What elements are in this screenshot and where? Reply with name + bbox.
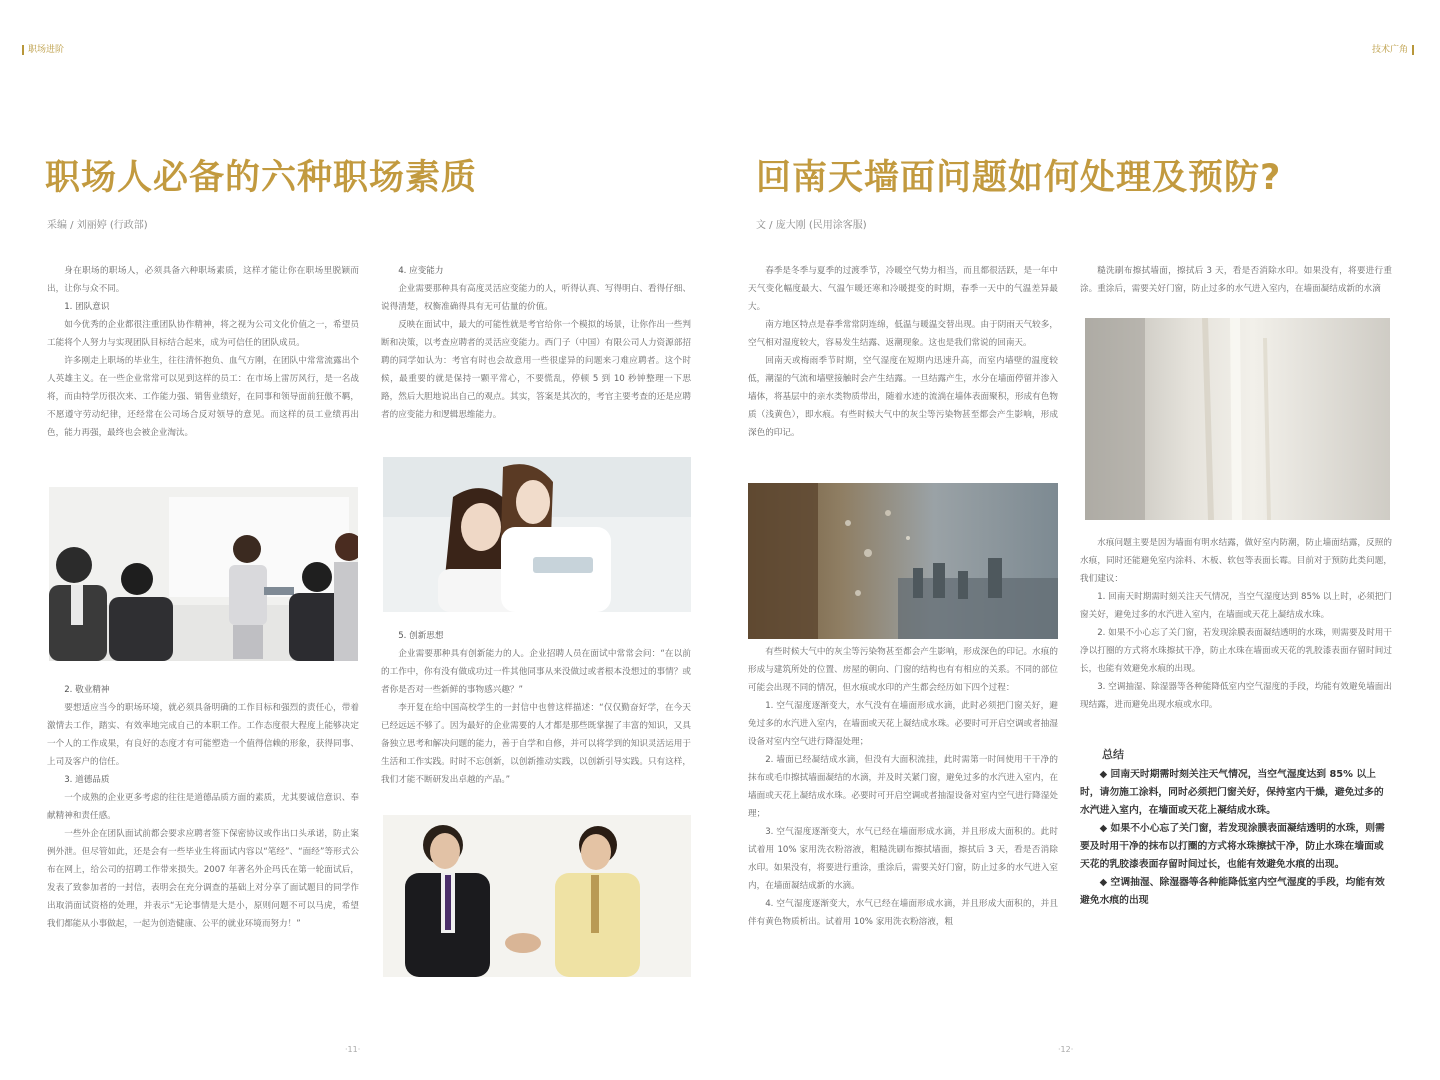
paragraph: 4. 空气湿度逐渐变大，水气已经在墙面形成水滴，并且形成大面积的，并且伴有黄色物质析出。试着用 10% 家用洗衣粉溶液，粗 xyxy=(748,899,1058,927)
left-article-byline: 采编 / 刘丽婷 (行政部) xyxy=(47,220,148,231)
summary-item: ◆ 回南天时期需时刻关注天气情况，当空气湿度达到 85% 以上时，请勿施工涂料，同时必须把门窗关好，保持室内干燥，避免过多的水汽进入室内，在墙面或天花上凝结成水珠。 xyxy=(1080,769,1384,816)
section-heading: 5. 创新思想 xyxy=(398,631,444,641)
summary-item: ◆ 空调抽湿、除湿器等各种能降低室内空气湿度的手段，均能有效避免水痕的出现 xyxy=(1080,877,1385,906)
paragraph: 1. 回南天时期需时刻关注天气情况，当空气湿度达到 85% 以上时，必须把门窗关好，避免过多的水汽进入室内，在墙面或天花上凝结成水珠。 xyxy=(1080,592,1392,620)
handshake-photo xyxy=(383,815,691,977)
condensation-window-photo xyxy=(748,483,1058,639)
summary-heading: 总结 xyxy=(1102,748,1124,761)
right-col2-text xyxy=(1080,262,1392,298)
section-label-left: 职场进阶 xyxy=(28,45,65,55)
left-col2-text xyxy=(381,262,691,424)
paragraph: 南方地区特点是春季常常阴连绵，低温与暖温交替出现。由于阴雨天气较多，空气相对湿度较大，容易发生结露、返潮现象。这也是我们常说的回南天。 xyxy=(748,320,1058,348)
section-heading: 1. 团队意识 xyxy=(64,302,110,312)
right-article-title: 回南天墙面问题如何处理及预防? xyxy=(756,158,1282,198)
two-women-photo xyxy=(383,457,691,612)
paragraph: 1. 空气湿度逐渐变大，水气没有在墙面形成水滴，此时必须把门窗关好，避免过多的水汽进入室内，在墙面或天花上凝结成水珠。必要时可开启空调或者抽湿设备对室内空气进行降湿处理； xyxy=(748,701,1058,747)
paragraph: 李开复在给中国高校学生的一封信中也曾这样描述：“仅仅勤奋好学，在今天已经远远不够了。因为最好的企业需要的人才都是那些既掌握了丰富的知识，又具备独立思考和解决问题的能力，善于自学和自修，并可以将学到的知识灵活运用于生活和工作实践。时时不忘创新，以创新推动实践，以创新引导实践。只有这样，我们才能不断研发出卓越的产品。” xyxy=(381,703,691,785)
section-label-right: 技术广角 xyxy=(1371,45,1408,55)
right-col1-text xyxy=(748,262,1058,442)
paragraph: 反映在面试中，最大的可能性就是考官给你一个模拟的场景，让你作出一些判断和决策，以考查应聘者的灵活应变能力。西门子（中国）有限公司人力资源部招聘的同学如认为：考官有时也会故意用一些很虚异的问题来刁难应聘者。这个时候，最重要的就是保持一颗平常心，不要慌乱，停顿 5 到 10 秒钟整理一下思路，然后大胆地说出自己的观点。其实，答案是其次的，考官主要考查的还是应聘者的应变能力和逻辑思维能力。 xyxy=(381,320,691,420)
header-bar-icon xyxy=(22,45,24,55)
left-page-number: ·11· xyxy=(345,1045,361,1054)
right-page-number: ·12· xyxy=(1058,1045,1074,1054)
paragraph: 许多刚走上职场的毕业生，往往清怀抱负、血气方刚，在团队中常常流露出个人英雄主义。在一些企业常常可以见到这样的员工：在市场上雷厉风行，是一名战将，而由特学历很次来、工作能力强、销售业绩好，在同事和领导面前狂傲不羁，不愿遵守劳动纪律，还经常在公司场合反对领导的意见。而这样的员工业绩再出色，能力再强，最终也会被企业淘汰。 xyxy=(47,356,359,438)
paragraph: 有些时候大气中的灰尘等污染物甚至都会产生影响，形成深色的印记。水痕的形成与建筑所处的位置、房屋的朝向、门窗的结构也有有相应的关系。不同的部位可能会出现不同的情况，但水痕或水印的产生都会经历如下四个过程： xyxy=(748,647,1058,693)
paragraph: 如今优秀的企业都很注重团队协作精神，将之视为公司文化价值之一，希望员工能将个人努力与实现团队目标结合起来，成为可信任的团队成员。 xyxy=(47,320,359,348)
right-article-byline: 文 / 庞大刚 (民用涂客服) xyxy=(756,220,867,231)
section-heading: 2. 敬业精神 xyxy=(64,685,110,695)
right-col1b-text xyxy=(748,643,1058,931)
summary-list xyxy=(1080,766,1392,910)
paragraph: 身在职场的职场人，必须具备六种职场素质，这样才能让你在职场里脱颖而出，让你与众不同。 xyxy=(47,266,359,294)
paragraph: 3. 空调抽湿、除湿器等各种能降低室内空气湿度的手段，均能有效避免墙面出现结露，进而避免出现水痕或水印。 xyxy=(1080,682,1392,710)
page-header-left xyxy=(18,42,64,55)
paragraph: 回南天或梅雨季节时期，空气湿度在短期内迅速升高，而室内墙壁的温度较低，潮湿的气流和墙壁接触时会产生结露。一旦结露产生，水分在墙面停留并渗入墙体，将基层中的亲水类物质带出，随着水迹的流淌在墙体表面聚积，形成有色物质（浅黄色），即水痕。有些时候大气中的灰尘等污染物甚至都会产生影响，形成深色的印记。 xyxy=(748,356,1058,438)
left-col1b-text xyxy=(47,681,359,933)
section-heading: 4. 应变能力 xyxy=(398,266,444,276)
section-heading: 3. 道德品质 xyxy=(64,775,110,785)
paragraph: 糙洗刷布擦拭墙面，擦拭后 3 天，看是否消除水印。如果没有，将要进行重涂。重涂后，需要关好门窗，防止过多的水气进入室内，在墙面凝结成新的水滴 xyxy=(1080,266,1392,294)
paragraph: 水痕问题主要是因为墙面有明水结露，做好室内防潮，防止墙面结露，反照的水痕，同时还能避免室内涂料、木板、软包等表面长霉。目前对于预防此类问题，我们建议： xyxy=(1080,538,1392,584)
paragraph: 一个成熟的企业更多考虑的往往是道德品质方面的素质，尤其要诚信意识、奉献精神和责任感。 xyxy=(47,793,359,821)
paragraph: 企业需要那种具有高度灵活应变能力的人，听得认真、写得明白、看得仔细、说得清楚，权衡准确得具有无可估量的价值。 xyxy=(381,284,691,312)
paragraph: 春季是冬季与夏季的过渡季节，冷暖空气势力相当，而且都很活跃，是一年中天气变化幅度最大、气温乍暖还寒和冷暖提变的时期，春季一天中的气温差异最大。 xyxy=(748,266,1058,312)
left-article-title: 职场人必备的六种职场素质 xyxy=(45,158,478,198)
paragraph: 要想适应当今的职场环境，就必须具备明确的工作目标和强烈的责任心，带着激情去工作，踏实、有效率地完成自己的本职工作。工作态度很大程度上能够决定一个人的工作成果，有良好的态度才有可能塑造一个值得信赖的形象，获得同事、上司及客户的信任。 xyxy=(47,703,359,767)
right-col2b-text xyxy=(1080,534,1392,714)
water-stain-wall-photo xyxy=(1085,318,1390,520)
paragraph: 2. 如果不小心忘了关门窗，若发现涂膜表面凝结透明的水珠，则需要及时用干净以打圈的方式将水珠擦拭干净，防止水珠在墙面或天花的乳胶漆表面存留时间过长，也能有效避免水痕的出现。 xyxy=(1080,628,1392,674)
left-col2b-text xyxy=(381,627,691,789)
paragraph: 企业需要那种具有创新能力的人。企业招聘人员在面试中常常会问：“在以前的工作中，你有没有做成功过一件其他同事从来没做过或者根本没想过的事情？或者你是否对一些新鲜的事物感兴趣？” xyxy=(381,649,691,695)
paragraph: 3. 空气湿度逐渐变大，水气已经在墙面形成水滴，并且形成大面积的。此时试着用 10% 家用洗衣粉溶液，粗糙洗刷布擦拭墙面，擦拭后 3 天，看是否消除水印。如果没有，将要进行重涂，重涂后，需要关好门窗，防止过多的水气进入室内，在墙面凝结成新的水滴。 xyxy=(748,827,1058,891)
page-header-right xyxy=(1372,42,1418,55)
paragraph: 一些外企在团队面试前都会要求应聘者签下保密协议或作出口头承诺，防止案例外泄。但尽管如此，还是会有一些毕业生将面试内容以“笔经”、“面经”等形式公布在网上，给公司的招聘工作带来损失。2007 年著名外企玛氏在第一轮面试后，发表了致参加者的一封信，表明会在充分调查的基础上对分享了面试题目的同学作出取消面试资格的处理，并表示“无论事情是大是小，原则问题不可以马虎，希望我们都能从小事做起，一起为创造健康、公平的就业环境而努力！” xyxy=(47,829,359,929)
left-col1-text xyxy=(47,262,359,442)
summary-item: ◆ 如果不小心忘了关门窗，若发现涂膜表面凝结透明的水珠，则需要及时用干净的抹布以打圈的方式将水珠擦拭干净，防止水珠在墙面或天花的乳胶漆表面存留时间过长，也能有效避免水痕的出现。 xyxy=(1080,823,1385,870)
header-bar-icon xyxy=(1412,45,1414,55)
summary-block xyxy=(1080,746,1392,910)
office-meeting-photo xyxy=(49,487,358,661)
paragraph: 2. 墙面已经凝结成水滴，但没有大面积流挂，此时需第一时间使用干干净的抹布或毛巾擦拭墙面凝结的水滴，并及时关紧门窗，避免过多的水汽进入室内，在墙面或天花上凝结成水珠。必要时可开启空调或者抽湿设备对室内空气进行降湿处理； xyxy=(748,755,1058,819)
